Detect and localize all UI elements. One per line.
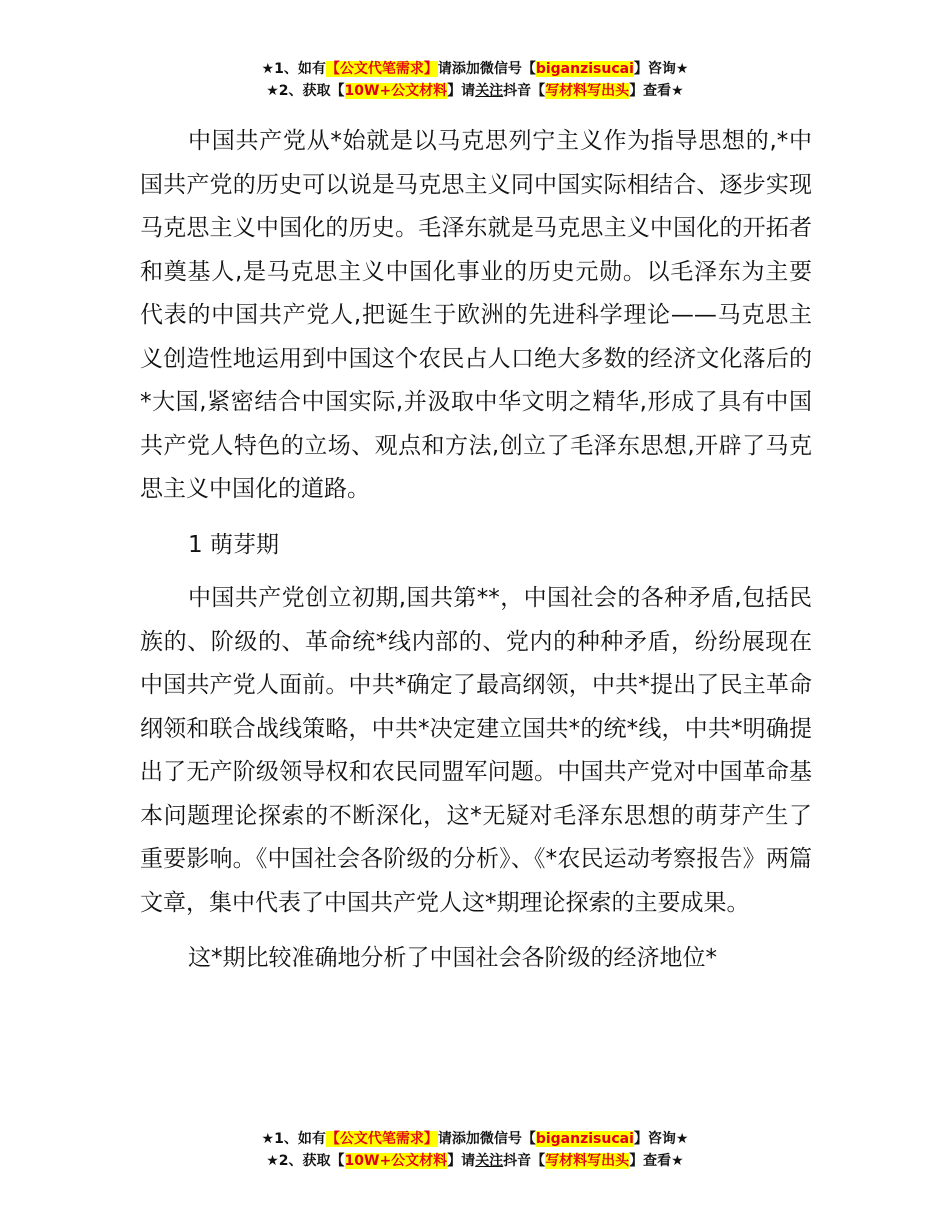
banner-text: 】查看★: [629, 83, 684, 99]
banner-line-1: [0, 1128, 950, 1150]
banner-text: 】咨询★: [633, 1131, 689, 1147]
banner-text: ★2、获取【: [266, 83, 345, 99]
banner-highlight: 10W+公文材料: [344, 1153, 448, 1169]
banner-text: 微信号【: [479, 61, 536, 77]
banner-highlight: 【公文代笔需求】: [325, 61, 438, 77]
banner-text: 】请: [447, 83, 476, 99]
paragraph-1: 中国共产党从*始就是以马克思列宁主义作为指导思想的,*中国共产党的历史可以说是马克思主义同中国实际相结合、逐步实现马克思主义中国化的历史。毛泽东就是马克思主义中国化的开拓者和奠基人,是马克思主义中国化事业的历史元勋。以毛泽东为主要代表的中国共产党人,把诞生于欧洲的先进科学理论——马克思主义创造性地运用到中国这个农民占人口绝大多数的经济文化落后的*大国,紧密结合中国实际,并汲取中华文明之精华,形成了具有中国共产党人特色的立场、观点和方法,创立了毛泽东思想,开辟了马克思主义中国化的道路。: [140, 128, 812, 502]
footer-banner: [0, 1128, 950, 1172]
banner-underline: 关注: [475, 1153, 504, 1169]
banner-line-1: [0, 58, 950, 80]
banner-text: ★2、获取【: [266, 1153, 345, 1169]
banner-line-2: [0, 1150, 950, 1172]
header-banner: [0, 58, 950, 102]
section-heading: 1 萌芽期: [188, 531, 279, 558]
banner-text: 微信号【: [479, 1131, 536, 1147]
banner-text: 抖音【: [503, 83, 546, 99]
banner-line-2: [0, 80, 950, 102]
banner-highlight-douyin: 写材料写出头: [545, 1153, 630, 1169]
banner-highlight-wechat: biganzisucai: [535, 61, 634, 77]
document-body: [140, 120, 812, 993]
banner-text: 】查看★: [629, 1153, 684, 1169]
banner-highlight: 10W+公文材料: [344, 83, 448, 99]
banner-text: 请添加: [437, 1131, 480, 1147]
banner-text: 】请: [447, 1153, 476, 1169]
banner-highlight: 【公文代笔需求】: [325, 1131, 438, 1147]
banner-text: ★1、如有: [261, 61, 326, 77]
paragraph-2: 中国共产党创立初期,国共第**，中国社会的各种矛盾,包括民族的、阶级的、革命统*线内部的、党内的种种矛盾，纷纷展现在中国共产党人面前。中共*确定了最高纲领，中共*提出了民主革命纲领和联合战线策略，中共*决定建立国共*的统*线，中共*明确提出了无产阶级领导权和农民同盟军问题。中国共产党对中国革命基本问题理论探索的不断深化，这*无疑对毛泽东思想的萌芽产生了重要影响。《中国社会各阶级的分析》、《*农民运动考察报告》两篇文章，集中代表了中国共产党人这*期理论探索的主要成果。: [140, 585, 812, 916]
paragraph-3: 这*期比较准确地分析了中国社会各阶级的经济地位*: [188, 945, 717, 971]
banner-text: 】咨询★: [633, 61, 689, 77]
banner-underline: 关注: [475, 83, 504, 99]
banner-highlight-wechat: biganzisucai: [535, 1131, 634, 1147]
banner-text: 抖音【: [503, 1153, 546, 1169]
banner-highlight-douyin: 写材料写出头: [545, 83, 630, 99]
banner-text: 请添加: [437, 61, 480, 77]
banner-text: ★1、如有: [261, 1131, 326, 1147]
